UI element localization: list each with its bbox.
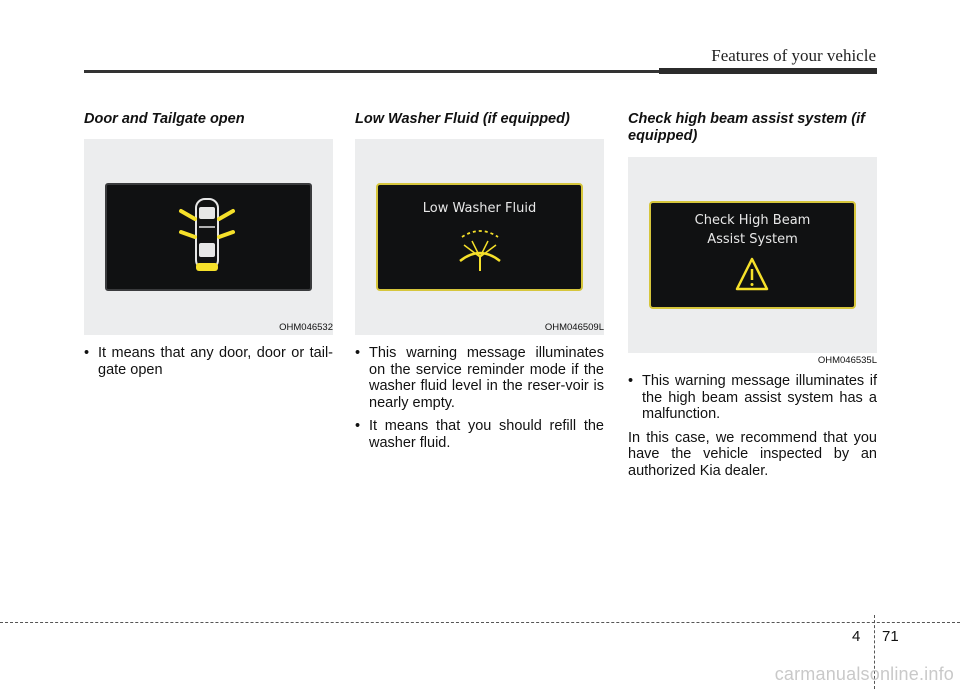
header-title: Features of your vehicle [711,46,876,65]
bullet-item: • This warning message illuminates if the high beam assist system has a malfunction. [628,373,877,423]
bullet-item: • This warning message illuminates on the service reminder mode if the washer fluid level in the reser-voir is nearly empty. [355,345,604,411]
section-high-beam-assist [628,111,877,479]
cluster-display [376,183,583,291]
bullet-list [628,373,877,423]
watermark-text: carmanualsonline.info [774,664,954,684]
bullet-item: • It means that you should refill the washer fluid. [355,418,604,451]
header-rule-accent [659,68,877,74]
section-heading: Check high beam assist system (if equipped) [628,111,865,144]
cluster-display [105,183,312,291]
display-message: Low Washer Fluid [422,201,537,216]
figure-door-open [84,139,333,335]
display-message-line2: Assist System [707,232,798,247]
figure-code: OHM046509L [544,322,604,333]
figure-code: OHM046535L [817,355,877,366]
warning-triangle-icon [651,203,854,307]
footer-rule [0,622,960,623]
section-heading: Door and Tailgate open [84,111,245,127]
figure-high-beam [628,157,877,366]
display-message-line1: Check High Beam [694,213,811,228]
page-number: 71 [882,628,899,645]
chapter-number: 4 [852,628,861,645]
washer-fluid-icon [378,185,581,289]
bullet-item: • It means that any door, door or tail-gate open [84,345,333,378]
cluster-display [649,201,856,309]
recommendation-paragraph: In this case, we recommend that you have the vehicle inspected by an authorized Kia dealer. [628,429,877,479]
section-door-tailgate [84,111,333,385]
section-low-washer-fluid [355,111,604,458]
bullet-list [84,345,333,378]
bullet-list [355,345,604,451]
section-heading: Low Washer Fluid (if equipped) [355,111,570,127]
figure-code: OHM046532 [279,322,333,333]
figure-low-washer [355,139,604,335]
car-doors-open-icon [107,185,310,289]
